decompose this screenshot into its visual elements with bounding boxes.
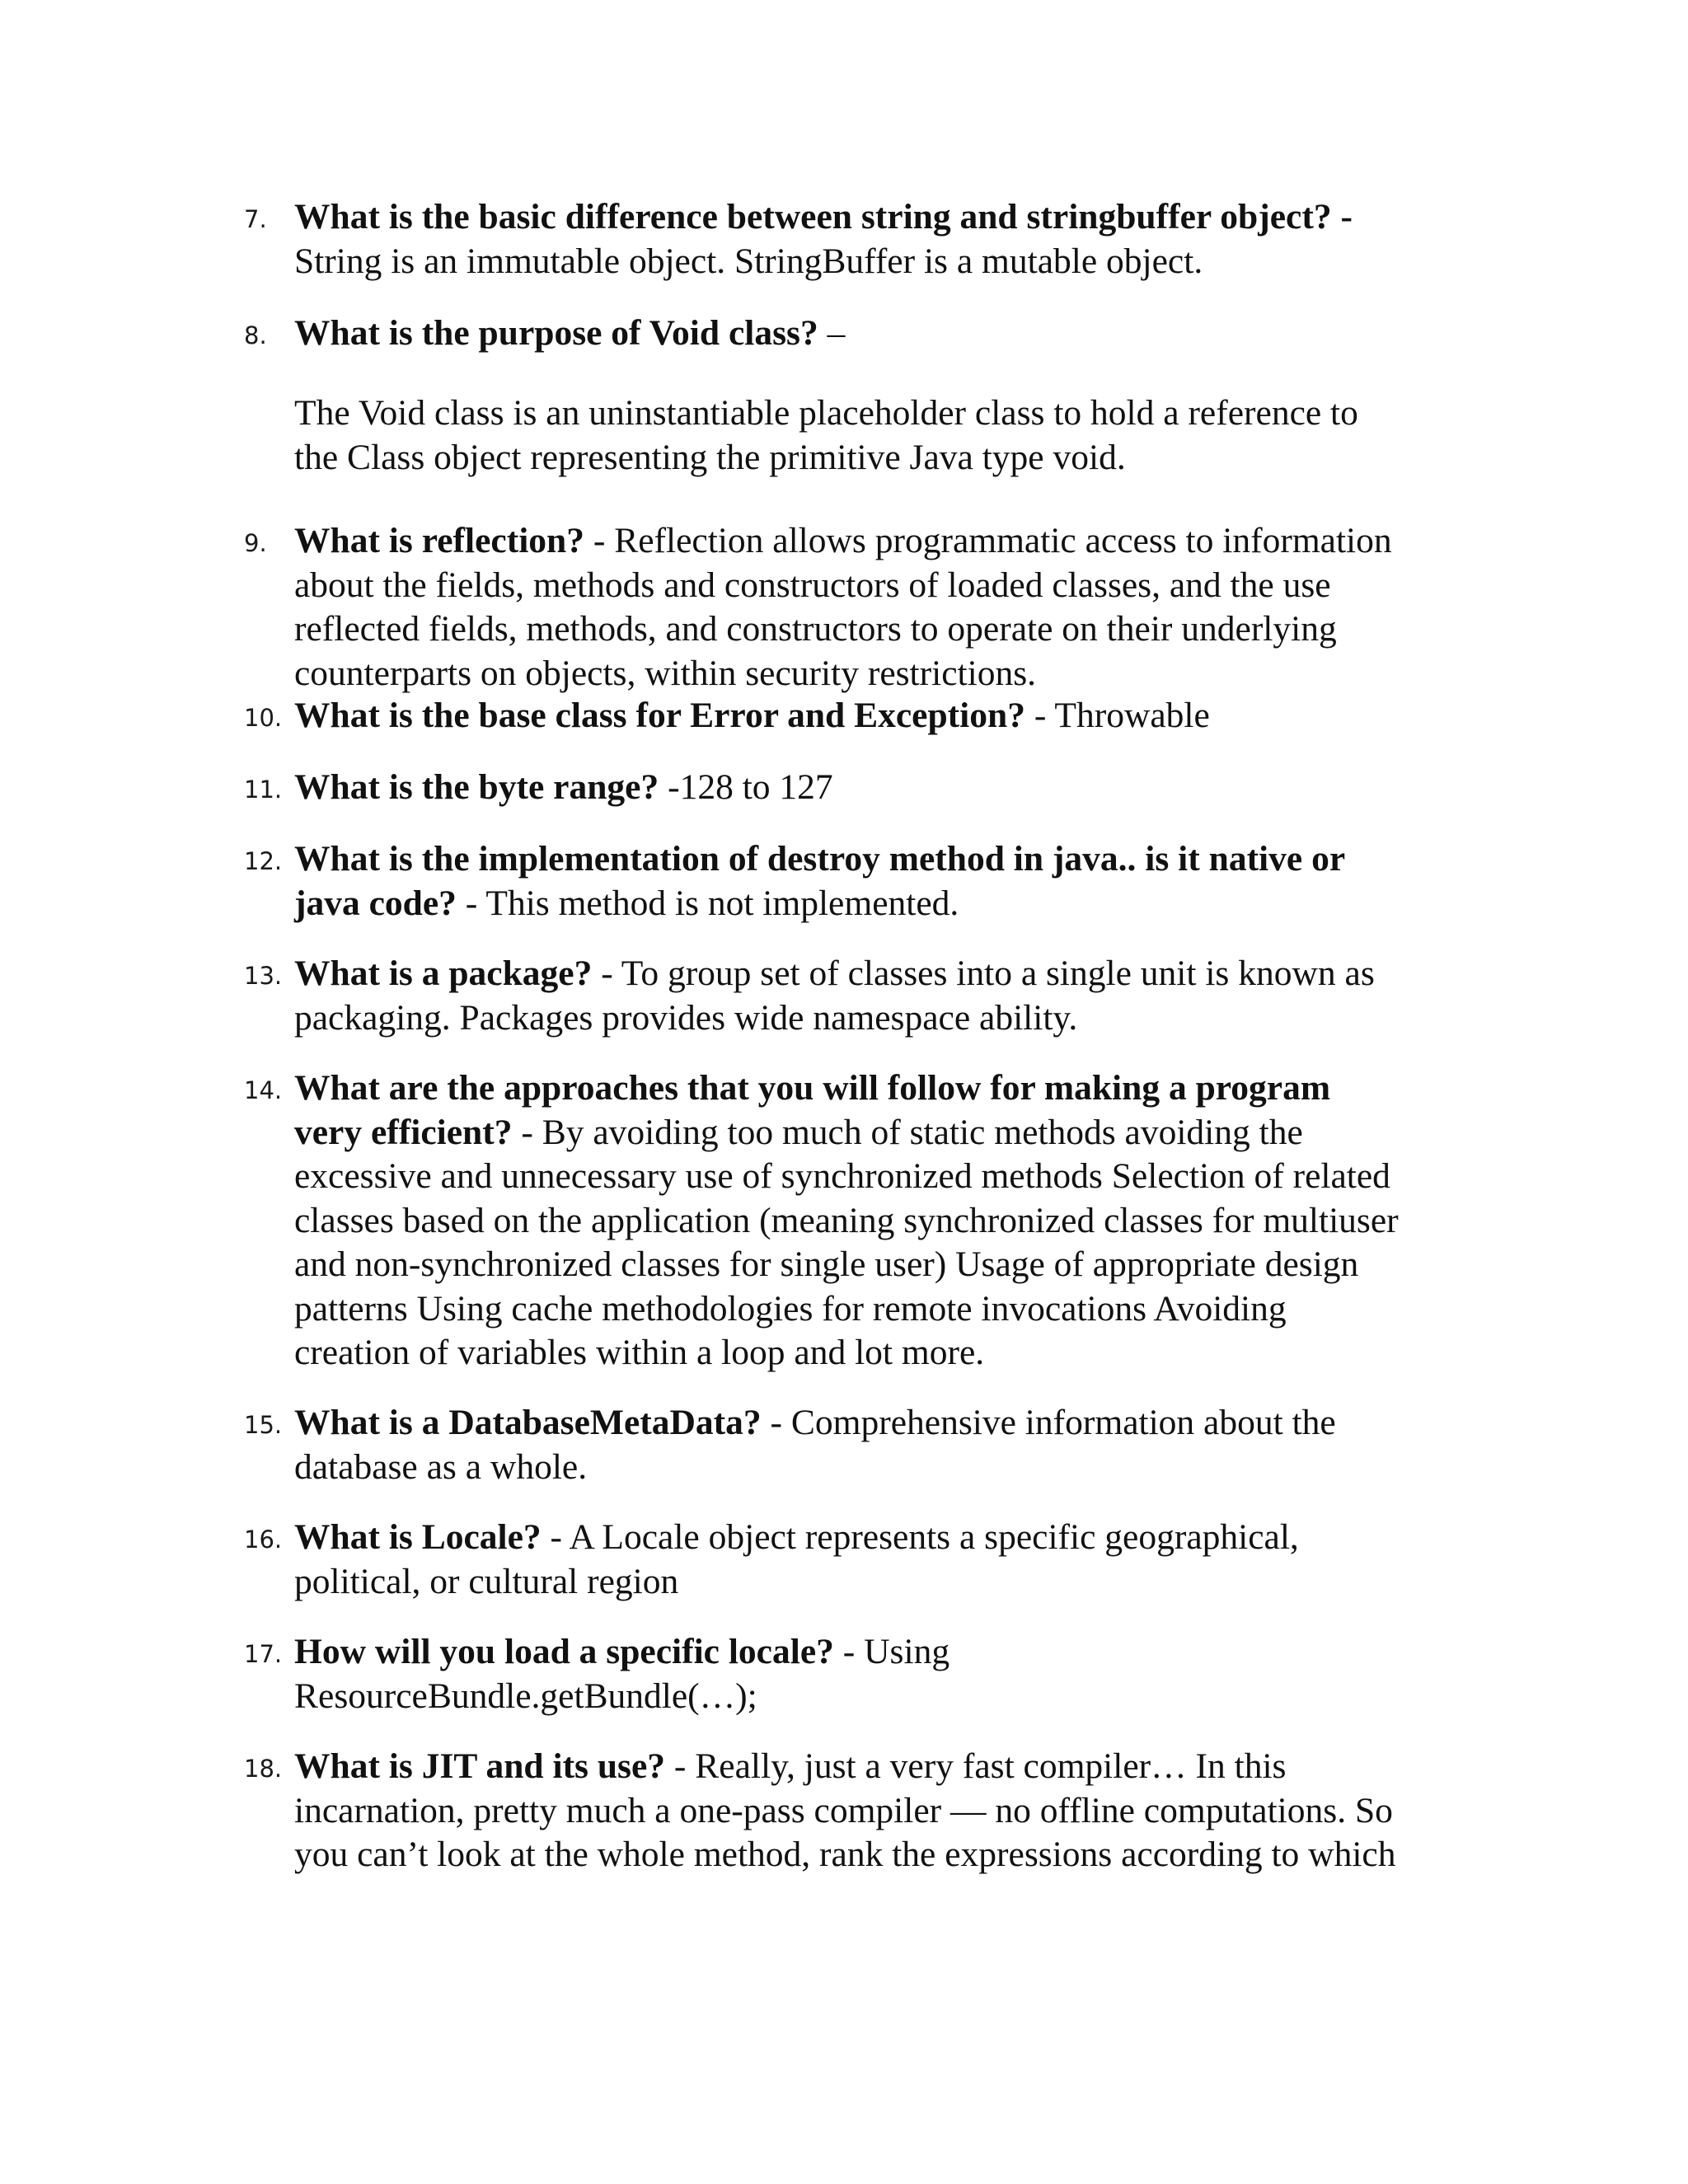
question-text: What is Locale? [294,1517,542,1557]
answer-line: patterns Using cache methodologies for remote invocations Avoiding [294,1288,1287,1329]
answer-line: political, or cultural region [294,1561,679,1601]
item-text [294,391,1473,480]
item-line [294,882,1473,926]
separator: - [592,954,621,993]
item-number: 16. [244,1526,283,1554]
question-text: java code? [294,883,457,923]
separator: - [584,521,615,560]
item-line [294,952,1473,996]
separator: - [761,1403,791,1442]
item-text [294,1630,1473,1718]
item-line [294,195,1473,240]
answer-text: A Locale object represents a specific geographical, [569,1517,1299,1557]
answer-text: This method is not implemented. [485,883,959,923]
answer-line: reflected fields, methods, and constructors to operate on their underlying [294,609,1337,649]
item-text [294,952,1473,1040]
item-text [294,837,1473,926]
separator: - [541,1517,570,1557]
item-line [294,312,1473,356]
item-number: 7. [244,205,267,233]
question-text: What is a package? [294,954,593,993]
answer-line: about the fields, methods and constructors of loaded classes, and the use [294,565,1331,605]
answer-text: Really, just a very fast compiler… In this [695,1746,1287,1786]
answer-line: excessive and unnecessary use of synchronized methods Selection of related [294,1156,1390,1196]
item-text [294,1516,1473,1604]
separator: - [1331,197,1353,237]
answer-line: The Void class is an uninstantiable placeholder class to hold a reference to [294,393,1358,433]
question-text: What is the base class for Error and Exception? [294,696,1025,735]
item-text [294,694,1473,738]
question-text: What is a DatabaseMetaData? [294,1403,762,1442]
separator [659,767,668,807]
answer-text: Comprehensive information about the [790,1403,1336,1442]
question-text: What is the basic difference between string and stringbuffer object? [294,197,1332,237]
question-text: What is reflection? [294,521,584,560]
separator: - [1025,696,1055,735]
item-line [294,1401,1473,1446]
answer-line: you can’t look at the whole method, rank the expressions according to which [294,1835,1396,1874]
item-line [294,766,1473,810]
answer-line: database as a whole. [294,1446,588,1487]
question-text: What is the implementation of destroy method in java.. is it native or [294,839,1346,879]
answer-line: and non-synchronized classes for single user) Usage of appropriate design [294,1244,1359,1284]
item-text [294,195,1473,284]
item-text [294,1745,1473,1877]
item-number: 10. [244,704,283,732]
separator: – [818,313,846,353]
answer-text: -128 to 127 [668,767,833,807]
question-text: What is the byte range? [294,767,659,807]
item-number: 15. [244,1411,283,1439]
item-text [294,766,1473,810]
item-line [294,1111,1473,1155]
item-line [294,1630,1473,1675]
answer-line: creation of variables within a loop and lot more. [294,1333,985,1372]
item-line [294,837,1473,882]
item-line [294,1066,1473,1111]
question-text: What are the approaches that you will follow for making a program [294,1068,1331,1108]
answer-text: Using [864,1632,950,1671]
separator: - [833,1632,865,1671]
item-text [294,1066,1473,1376]
question-text: What is the purpose of Void class? [294,313,818,353]
question-text: What is JIT and its use? [294,1746,666,1786]
answer-line: ResourceBundle.getBundle(…); [294,1675,757,1716]
answer-text: By avoiding too much of static methods avoiding the [542,1112,1303,1152]
item-number: 18. [244,1755,283,1783]
item-number: 12. [244,847,283,875]
item-text [294,312,1473,356]
item-number: 9. [244,529,267,557]
answer-text: Reflection allows programmatic access to information [614,521,1392,560]
item-text [294,519,1473,696]
question-text: very efficient? [294,1112,513,1152]
answer-line: packaging. Packages provides wide namespace ability. [294,997,1078,1038]
item-line [294,694,1473,738]
item-line [294,1745,1473,1789]
item-line [294,1516,1473,1560]
answer-line: counterparts on objects, within security restrictions. [294,653,1036,693]
answer-line: the Class object representing the primitive Java type void. [294,437,1126,477]
answer-text: To group set of classes into a single unit is known as [621,954,1375,993]
item-text [294,1401,1473,1489]
answer-line: classes based on the application (meaning synchronized classes for multiuser [294,1200,1399,1240]
item-number: 17. [244,1640,283,1668]
item-number: 11. [244,776,283,804]
item-line [294,519,1473,564]
item-number: 8. [244,321,267,349]
item-number: 13. [244,962,283,990]
answer-line: incarnation, pretty much a one-pass compiler — no offline computations. So [294,1790,1393,1830]
answer-text: Throwable [1054,696,1210,735]
question-text: How will you load a specific locale? [294,1632,834,1671]
answer-line: String is an immutable object. StringBuffer is a mutable object. [294,241,1203,281]
separator: - [456,883,486,923]
separator: - [512,1112,542,1152]
item-number: 14. [244,1076,283,1104]
separator: - [665,1746,696,1786]
